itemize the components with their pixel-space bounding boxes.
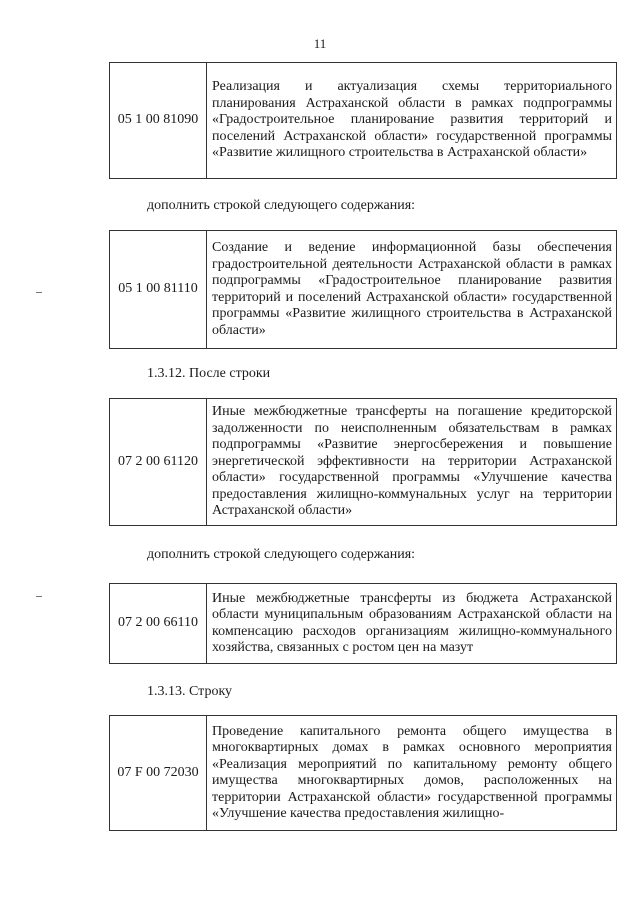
margin-mark (36, 596, 42, 597)
instruction-paragraph: дополнить строкой следующего содержания: (147, 198, 416, 213)
section-heading: 1.3.13. Строку (147, 684, 233, 699)
classification-code: 07 2 00 61120 (110, 399, 207, 526)
budget-row-table-1 (109, 62, 617, 179)
budget-row-table-3 (109, 398, 617, 526)
row-description: Иные межбюджетные трансферты из бюджета Астраханской области муниципальным образованиям Астраханской области на компенсацию расходов организациям жилищно-коммунального хозяйства, связанных с ростом цен на мазут (207, 584, 617, 664)
classification-code: 05 1 00 81110 (110, 231, 207, 349)
classification-code: 05 1 00 81090 (110, 63, 207, 179)
row-description: Иные межбюджетные трансферты на погашение кредиторской задолженности по неисполненным обязательствам в рамках подпрограммы «Развитие энергосбережения и повышение энергетической эффективности на территории Астраханской области» государственной программы «Улучшение качества предоставления жилищно-коммунальных услуг на территории Астраханской области» (207, 399, 617, 526)
page-number: 11 (313, 36, 327, 51)
classification-code: 07 F 00 72030 (110, 716, 207, 831)
row-description: Проведение капитального ремонта общего имущества в многоквартирных домах в рамках основного мероприятия «Реализация мероприятий по капитальному ремонту общего имущества многоквартирных домов, расположенных на территории Астраханской области» государственной программы «Улучшение качества предоставления жилищно- (207, 716, 617, 831)
budget-row-table-4 (109, 583, 617, 664)
classification-code: 07 2 00 66110 (110, 584, 207, 664)
section-heading: 1.3.12. После строки (147, 366, 271, 381)
row-description: Реализация и актуализация схемы территориального планирования Астраханской области в рамках подпрограммы «Градостроительное планирование развития территорий и поселений Астраханской области» государственной программы «Развитие жилищного строительства в Астраханской области» (207, 63, 617, 179)
budget-row-table-2 (109, 230, 617, 349)
row-description: Создание и ведение информационной базы обеспечения градостроительной деятельности Астраханской области в рамках подпрограммы «Градостроительное планирование развития территорий и поселений Астраханской области» государственной программы «Развитие жилищного строительства в Астраханской области» (207, 231, 617, 349)
instruction-paragraph: дополнить строкой следующего содержания: (147, 547, 416, 562)
margin-mark (36, 292, 42, 293)
budget-row-table-5 (109, 715, 617, 831)
